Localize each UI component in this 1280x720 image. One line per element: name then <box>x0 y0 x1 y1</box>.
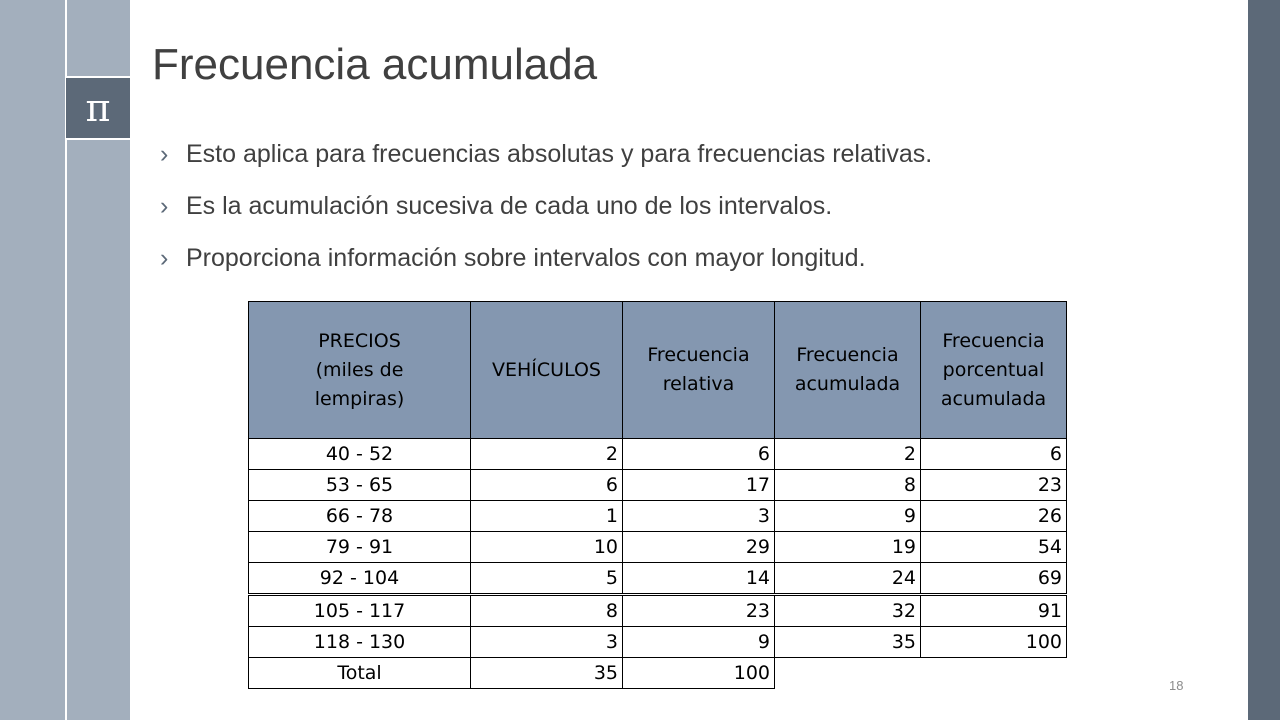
table-total-row <box>249 658 1067 689</box>
acumulada-cell: 2 <box>775 439 921 470</box>
vehiculos-cell: 1 <box>471 501 623 532</box>
acumulada-cell: 32 <box>775 595 921 627</box>
bullet-text: Proporciona información sobre intervalos con mayor longitud. <box>186 244 866 272</box>
relativa-cell: 3 <box>623 501 775 532</box>
vehiculos-cell: 5 <box>471 563 623 595</box>
header-line: (miles de <box>315 358 404 381</box>
porcentual-cell: 54 <box>921 532 1067 563</box>
total-relativa-cell: 100 <box>623 658 775 689</box>
table-row <box>249 439 1067 470</box>
table-row <box>249 470 1067 501</box>
bullet-text: Es la acumulación sucesiva de cada uno de los intervalos. <box>186 192 833 220</box>
range-cell: 53 - 65 <box>249 470 471 501</box>
header-relativa <box>623 302 775 439</box>
total-vehiculos-cell: 35 <box>471 658 623 689</box>
header-vehiculos: VEHÍCULOS <box>471 302 623 439</box>
header-precios <box>249 302 471 439</box>
header-line: Frecuencia <box>942 329 1045 352</box>
header-line: PRECIOS <box>318 329 401 352</box>
acumulada-cell: 19 <box>775 532 921 563</box>
bullet-item <box>160 189 932 241</box>
header-line: relativa <box>662 373 735 395</box>
relativa-cell: 23 <box>623 595 775 627</box>
table-row <box>249 595 1067 627</box>
total-label-cell: Total <box>249 658 471 689</box>
header-porcentual <box>921 302 1067 439</box>
acumulada-cell: 35 <box>775 627 921 658</box>
porcentual-cell: 26 <box>921 501 1067 532</box>
table-row <box>249 563 1067 595</box>
bullet-marker: › <box>160 140 169 168</box>
empty-cell <box>921 658 1067 689</box>
slide-title: Frecuencia acumulada <box>152 40 598 89</box>
table-row <box>249 501 1067 532</box>
range-cell: 40 - 52 <box>249 439 471 470</box>
vehiculos-cell: 6 <box>471 470 623 501</box>
relativa-cell: 9 <box>623 627 775 658</box>
acumulada-cell: 9 <box>775 501 921 532</box>
relativa-cell: 14 <box>623 563 775 595</box>
vehiculos-cell: 3 <box>471 627 623 658</box>
porcentual-cell: 91 <box>921 595 1067 627</box>
table-row <box>249 532 1067 563</box>
range-cell: 79 - 91 <box>249 532 471 563</box>
empty-cell <box>775 658 921 689</box>
right-decorative-band <box>1248 0 1280 720</box>
header-line: Frecuencia <box>647 344 750 366</box>
table-header-row <box>249 302 1067 439</box>
relativa-cell: 29 <box>623 532 775 563</box>
vehiculos-cell: 8 <box>471 595 623 627</box>
frequency-table <box>248 301 1067 689</box>
acumulada-cell: 24 <box>775 563 921 595</box>
bullet-marker: › <box>160 244 169 272</box>
porcentual-cell: 69 <box>921 563 1067 595</box>
bullet-item <box>160 137 932 189</box>
header-line: Frecuencia <box>796 344 899 366</box>
bullet-list <box>160 137 932 293</box>
table-row <box>249 627 1067 658</box>
range-cell: 118 - 130 <box>249 627 471 658</box>
page-number: 18 <box>1169 678 1184 693</box>
header-line: porcentual <box>942 358 1045 381</box>
header-line: acumulada <box>940 387 1047 410</box>
relativa-cell: 6 <box>623 439 775 470</box>
bullet-text: Esto aplica para frecuencias absolutas y para frecuencias relativas. <box>186 140 933 168</box>
vehiculos-cell: 10 <box>471 532 623 563</box>
porcentual-cell: 23 <box>921 470 1067 501</box>
vehiculos-cell: 2 <box>471 439 623 470</box>
header-acumulada <box>775 302 921 439</box>
porcentual-cell: 6 <box>921 439 1067 470</box>
header-line: lempiras) <box>314 387 405 410</box>
range-cell: 66 - 78 <box>249 501 471 532</box>
bullet-item <box>160 241 932 293</box>
header-line: acumulada <box>794 373 901 395</box>
range-cell: 105 - 117 <box>249 595 471 627</box>
pi-icon: π <box>66 76 130 140</box>
bullet-marker: › <box>160 192 169 220</box>
range-cell: 92 - 104 <box>249 563 471 595</box>
relativa-cell: 17 <box>623 470 775 501</box>
porcentual-cell: 100 <box>921 627 1067 658</box>
acumulada-cell: 8 <box>775 470 921 501</box>
